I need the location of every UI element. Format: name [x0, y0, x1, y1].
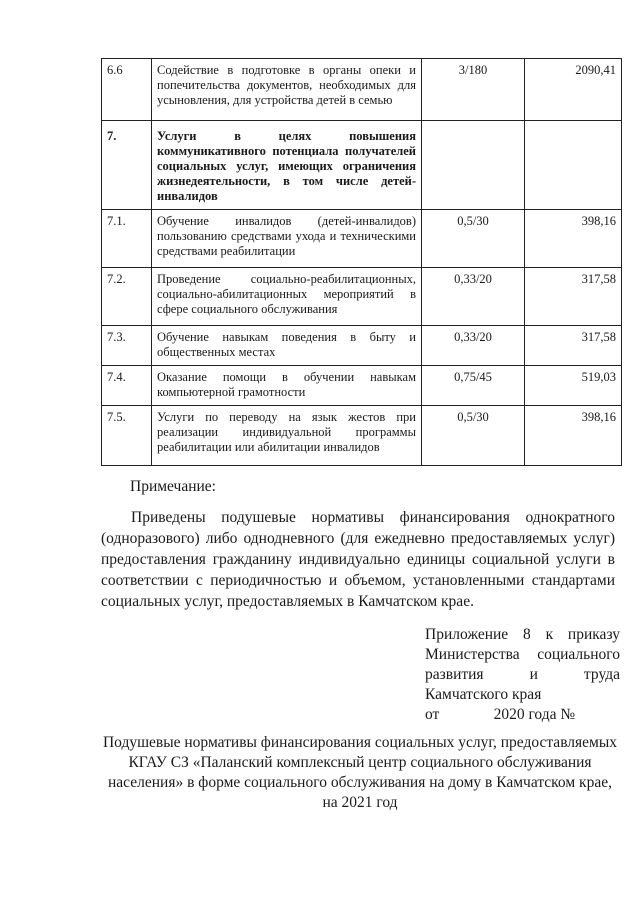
- appendix-block: [425, 625, 620, 725]
- appendix-text: Приложение 8 к приказу Министерства социального развития и труда Камчатского края: [425, 626, 620, 703]
- row-number: 6.6: [102, 59, 152, 121]
- row-number: 7.4.: [102, 366, 152, 406]
- cost-value: [525, 121, 622, 210]
- service-name: Проведение социально-реабилитационных, социально-абилитационных мероприятий в сфере социального обслуживания: [152, 268, 422, 326]
- document-title-line: на 2021 год: [322, 794, 398, 811]
- service-name: Содействие в подготовке в органы опеки и попечительства документов, необходимых для усыновления, для устройства детей в семью: [152, 59, 422, 121]
- time-norm: 3/180: [422, 59, 525, 121]
- document-title: [98, 733, 622, 813]
- service-name: Обучение навыкам поведения в быту и общественных местах: [152, 326, 422, 366]
- table-row: [102, 326, 622, 366]
- row-number: 7.: [102, 121, 152, 210]
- time-norm: [422, 121, 525, 210]
- time-norm: 0,33/20: [422, 326, 525, 366]
- row-number: 7.1.: [102, 210, 152, 268]
- time-norm: 0,75/45: [422, 366, 525, 406]
- row-number: 7.2.: [102, 268, 152, 326]
- table-row: [102, 406, 622, 466]
- service-name: Обучение инвалидов (детей-инвалидов) пользованию средствами ухода и техническими средствами реабилитации: [152, 210, 422, 268]
- table-row: [102, 268, 622, 326]
- row-number: 7.3.: [102, 326, 152, 366]
- row-number: 7.5.: [102, 406, 152, 466]
- table-row-section-heading: [102, 121, 622, 210]
- time-norm: 0,5/30: [422, 406, 525, 466]
- cost-value: 317,58: [525, 326, 622, 366]
- cost-value: 398,16: [525, 210, 622, 268]
- time-norm: 0,33/20: [422, 268, 525, 326]
- section-title: Услуги в целях повышения коммуникативного потенциала получателей социальных услуг, имеющих ограничения жизнедеятельности, в том числе детей-инвалидов: [152, 121, 422, 210]
- appendix-date-line: от 2020 года №: [425, 706, 576, 723]
- cost-value: 317,58: [525, 268, 622, 326]
- document-title-line: населения» в форме социального обслуживания на дому в Камчатском крае,: [108, 774, 612, 791]
- note-title: Примечание:: [130, 478, 216, 495]
- table-row: [102, 366, 622, 406]
- table-row: [102, 210, 622, 268]
- service-name: Услуги по переводу на язык жестов при реализации индивидуальной программы реабилитации или абилитации инвалидов: [152, 406, 422, 466]
- table-row: [102, 59, 622, 121]
- cost-value: 519,03: [525, 366, 622, 406]
- document-title-line: КГАУ СЗ «Паланский комплексный центр социального обслуживания: [128, 754, 592, 771]
- cost-value: 2090,41: [525, 59, 622, 121]
- services-table: [101, 58, 622, 466]
- time-norm: 0,5/30: [422, 210, 525, 268]
- note-text: Приведены подушевые нормативы финансирования однократного (одноразового) либо однодневного (для ежедневно предоставляемых услуг) предоставления гражданину индивидуально единицы социальной услуги в соответствии с периодичностью и объемом, установленными стандартами социальных услуг, предоставляемых в Камчатском крае.: [101, 509, 615, 610]
- service-name: Оказание помощи в обучении навыкам компьютерной грамотности: [152, 366, 422, 406]
- cost-value: 398,16: [525, 406, 622, 466]
- document-title-line: Подушевые нормативы финансирования социальных услуг, предоставляемых: [102, 734, 618, 751]
